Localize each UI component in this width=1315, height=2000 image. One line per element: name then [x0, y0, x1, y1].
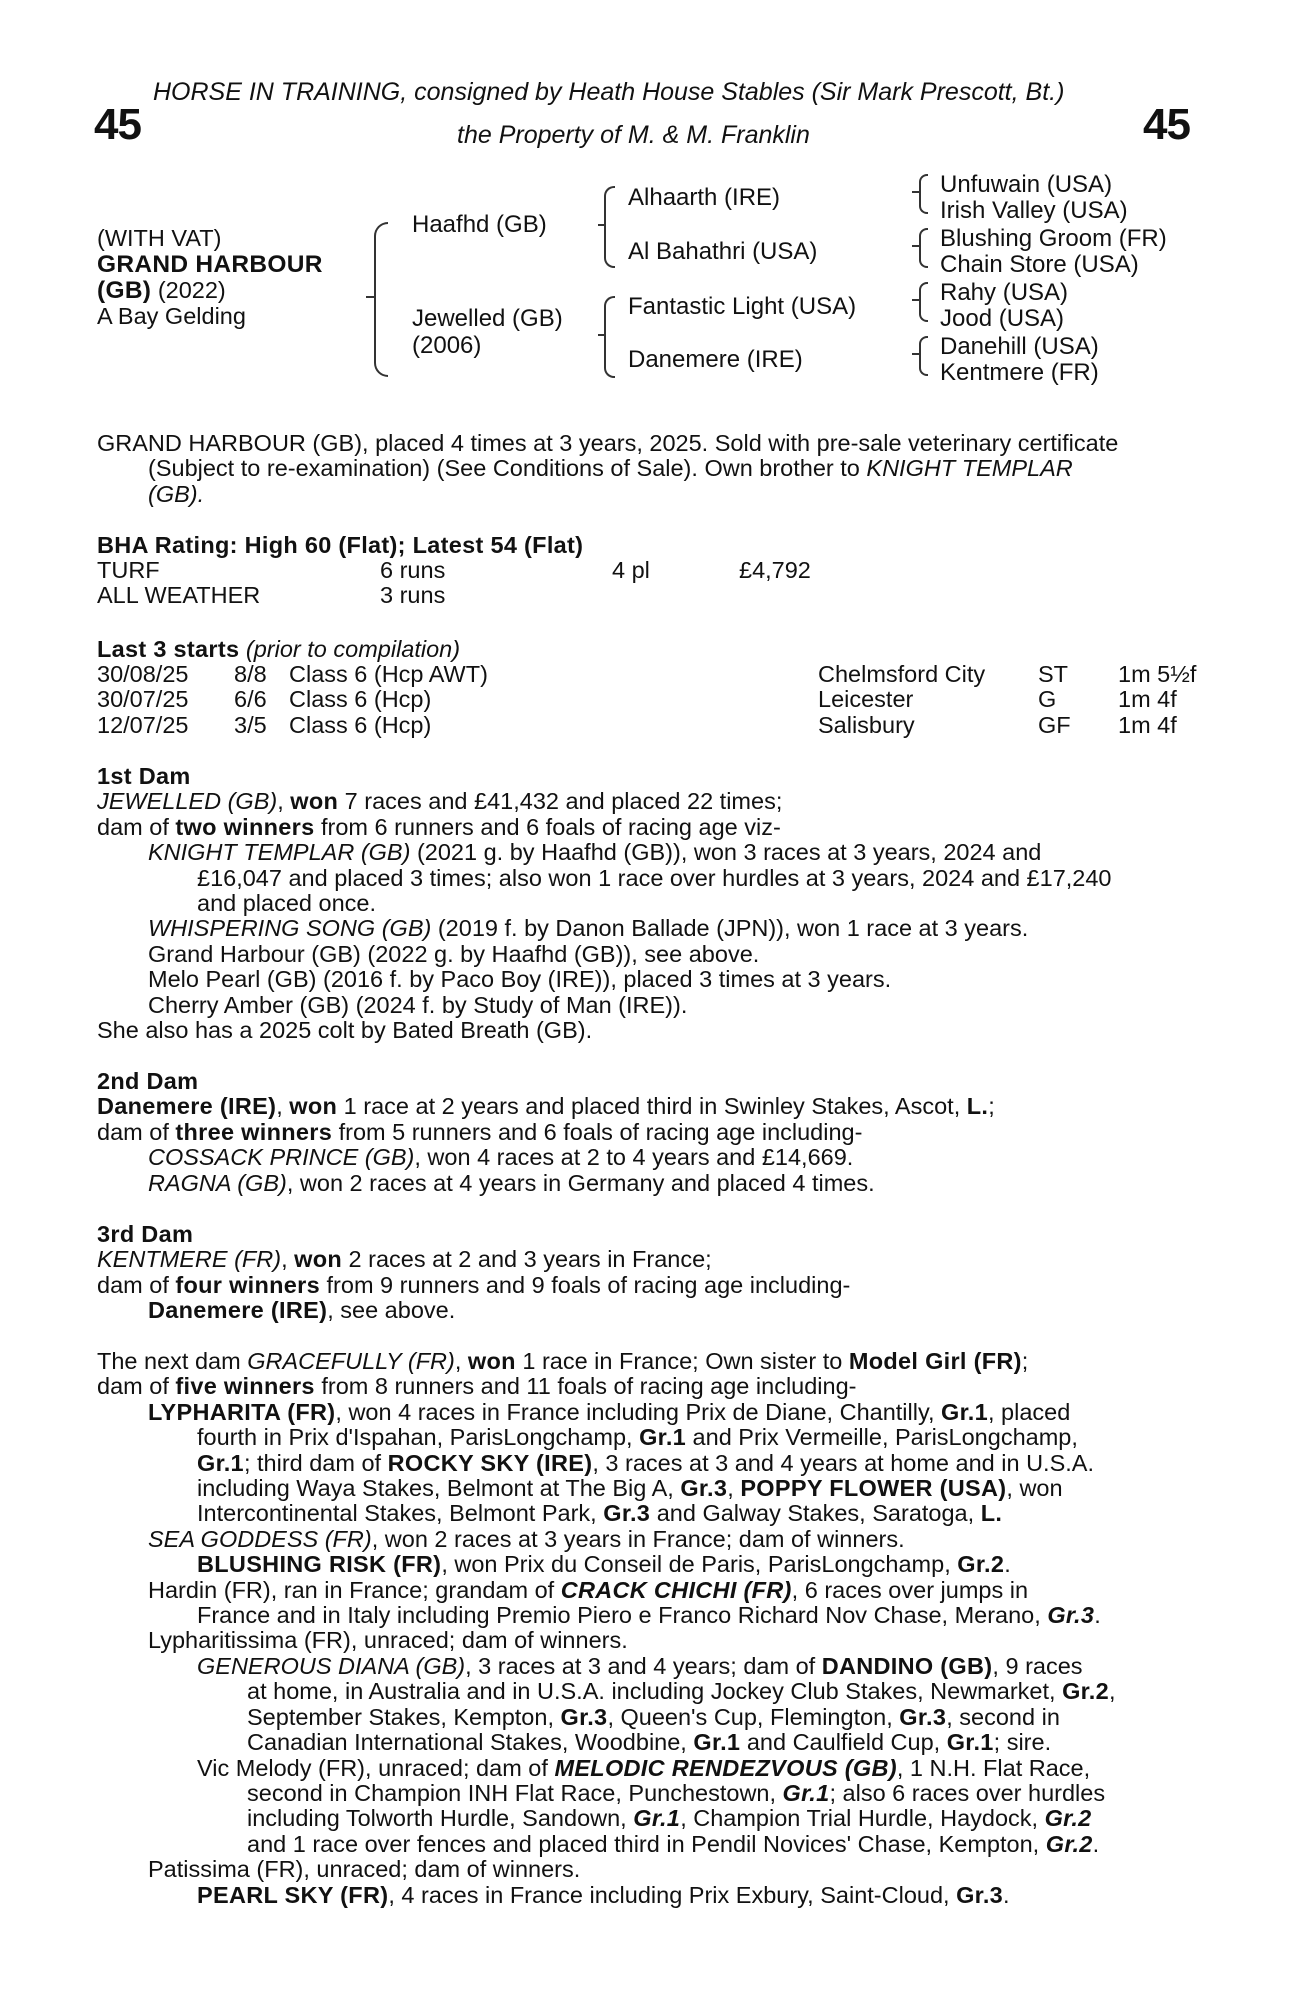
text: , Champion Trial Hurdle, Haydock,: [680, 1805, 1045, 1832]
produce-lypharita-2: [97, 1425, 1205, 1450]
text: Intercontinental Stakes, Belmont Park,: [197, 1500, 604, 1527]
rating-prize: £4,792: [739, 557, 811, 583]
text: .: [1092, 1830, 1100, 1857]
text: .: [1094, 1602, 1101, 1629]
pedigree-dds: Danehill (USA): [940, 333, 1099, 360]
text: dam of: [97, 813, 176, 840]
text: , 3 races at 3 and 4 years; dam of: [465, 1652, 822, 1679]
next-dam-line-2: [97, 1374, 1205, 1399]
text: France and in Italy including Premio Piero e Franco Richard Nov Chase, Merano,: [197, 1602, 1048, 1629]
text: ; sire.: [993, 1729, 1052, 1756]
start-course: Salisbury: [818, 711, 915, 738]
start-race: Class 6 (Hcp): [289, 686, 432, 713]
lot-number-left: 45: [94, 100, 141, 149]
summary-line-3: (GB).: [148, 480, 205, 507]
text: from 8 runners and 11 foals of racing age including-: [314, 1373, 857, 1400]
produce-blushing-risk: [97, 1552, 1205, 1577]
produce-melo-pearl: Melo Pearl (GB) (2016 f. by Paco Boy (IRE)), placed 3 times at 3 years.: [148, 966, 892, 993]
grade: Gr.3: [560, 1703, 608, 1730]
text: ;: [1021, 1348, 1029, 1374]
grade: Gr.1: [693, 1729, 741, 1756]
start-row: [97, 713, 1217, 738]
horse-origin-year: [97, 278, 226, 303]
produce-generous-diana-4: [97, 1730, 1205, 1755]
start-course: Leicester: [818, 686, 914, 713]
produce-whispering-song: [97, 916, 1205, 941]
text: ;: [988, 1093, 995, 1120]
produce-generous-diana: [97, 1654, 1205, 1679]
summary-paragraph: [97, 431, 1205, 507]
summary-line-2-text: (Subject to re-examination) (See Conditions of Sale). Own brother to: [148, 455, 867, 482]
pedigree-brace-ds: [919, 282, 928, 322]
second-dam-line-1: [97, 1094, 1205, 1119]
dam-name: Danemere (IRE): [97, 1093, 277, 1120]
vat-note: (WITH VAT): [97, 225, 222, 251]
text: dam of: [97, 1118, 176, 1145]
produce-lypharita: [97, 1400, 1205, 1425]
next-dam-section: [97, 1349, 1205, 1908]
rating-row-turf: [97, 558, 997, 583]
text: , placed: [987, 1398, 1071, 1425]
sep: ,: [277, 788, 291, 815]
horse-country: (GB): [97, 277, 152, 304]
grade: Gr.1: [941, 1398, 988, 1425]
produce-generous-diana-2: [97, 1679, 1205, 1704]
text: including Tolworth Hurdle, Sandown,: [247, 1805, 634, 1832]
produce-generous-diana-3: [97, 1705, 1205, 1730]
rating-surface: TURF: [97, 557, 160, 583]
grade: Gr.2: [1062, 1678, 1109, 1705]
text: including Waya Stakes, Belmont at The Big A,: [197, 1475, 681, 1502]
produce-name: Danemere (IRE): [148, 1297, 328, 1324]
text: 7 races and £41,432 and placed 22 times;: [338, 788, 783, 815]
pedigree-sds: Blushing Groom (FR): [940, 225, 1167, 252]
dam-name: KENTMERE (FR): [97, 1246, 282, 1273]
horse-name: GRAND HARBOUR: [97, 251, 323, 278]
lot-number-right: 45: [1143, 100, 1190, 149]
grade: Gr.1: [197, 1449, 244, 1476]
produce-name: BLUSHING RISK (FR): [197, 1551, 442, 1578]
text: (2019 f. by Danon Ballade (JPN)), won 1 race at 3 years.: [431, 915, 1029, 942]
grade: Gr.1: [946, 1729, 994, 1756]
produce-name: COSSACK PRINCE (GB): [148, 1144, 415, 1171]
produce-name: WHISPERING SONG (GB): [148, 915, 432, 942]
text: , see above.: [327, 1297, 456, 1324]
horse-year: (2022): [157, 277, 226, 303]
produce-ragna: [97, 1171, 1205, 1196]
produce-cossack-prince: [97, 1145, 1205, 1170]
text: ,: [727, 1475, 741, 1502]
grade: Gr.2: [1045, 1830, 1093, 1857]
text: , 3 races at 3 and 4 years at home and in U.S.A.: [592, 1449, 1094, 1476]
start-distance: 1m 4f: [1118, 711, 1177, 738]
pedigree-brace-ds-point: [912, 299, 919, 301]
start-race: Class 6 (Hcp): [289, 711, 432, 738]
grade: Gr.3: [956, 1881, 1004, 1908]
start-position: 3/5: [234, 711, 267, 738]
grade: Gr.3: [680, 1475, 728, 1502]
text: , 6 races over jumps in: [791, 1576, 1029, 1603]
rating-row-aw: [97, 583, 997, 608]
third-dam-section: [97, 1222, 1205, 1324]
text: from 5 runners and 6 foals of racing age including-: [332, 1118, 863, 1145]
third-dam-heading: 3rd Dam: [97, 1221, 194, 1247]
last-starts-heading: [97, 637, 460, 662]
pedigree-brace-dd-point: [912, 353, 919, 355]
start-course: Chelmsford City: [818, 661, 986, 687]
produce-lypharita-4: [97, 1476, 1205, 1501]
start-row: [97, 662, 1217, 687]
first-dam-line-2: [97, 815, 1205, 840]
produce-grand-harbour: Grand Harbour (GB) (2022 g. by Haafhd (GB)), see above.: [148, 940, 760, 967]
produce-knight-templar-cont2: and placed once.: [197, 890, 377, 917]
text: , won 4 races at 2 to 4 years and £14,669.: [414, 1144, 854, 1171]
start-distance: 1m 4f: [1118, 686, 1177, 713]
produce-knight-templar-cont: £16,047 and placed 3 times; also won 1 race over hurdles at 3 years, 2024 and £17,240: [197, 864, 1112, 891]
last-starts-label: Last 3 starts: [97, 636, 240, 662]
pedigree-brace-sd: [919, 228, 928, 268]
produce-name: MELODIC RENDEZVOUS (GB): [554, 1754, 897, 1781]
won-label: won: [290, 788, 339, 815]
pedigree-ddd: Kentmere (FR): [940, 359, 1099, 386]
produce-2025-colt: She also has a 2025 colt by Bated Breath (GB).: [97, 1017, 593, 1044]
winners-label: two winners: [175, 813, 315, 840]
produce-name: PEARL SKY (FR): [197, 1881, 389, 1908]
text: 1 race in France; Own sister to: [515, 1348, 849, 1374]
pedigree-dsd: Jood (USA): [940, 305, 1065, 332]
rating-runs: 6 runs: [380, 557, 446, 583]
pedigree-dam-sire: Fantastic Light (USA): [628, 293, 857, 320]
won-label: won: [289, 1093, 338, 1120]
text: September Stakes, Kempton,: [247, 1703, 561, 1730]
first-dam-line-1: [97, 789, 1205, 814]
produce-name: RAGNA (GB): [148, 1169, 287, 1196]
summary-line-2: [97, 456, 1205, 481]
produce-danemere: [97, 1298, 1205, 1323]
produce-vic-melody-4: [97, 1832, 1205, 1857]
produce-name: GENEROUS DIANA (GB): [197, 1652, 466, 1679]
second-dam-section: [97, 1069, 1205, 1196]
rating-table: [97, 558, 997, 609]
text: ; also 6 races over hurdles: [829, 1779, 1106, 1806]
grade: Gr.1: [639, 1424, 687, 1451]
produce-lypharitissima: Lypharitissima (FR), unraced; dam of winners.: [148, 1627, 628, 1654]
produce-hardin: [97, 1578, 1205, 1603]
winners-label: five winners: [175, 1373, 315, 1400]
first-dam-section: [97, 764, 1205, 1043]
header-property: the Property of M. & M. Franklin: [457, 121, 810, 149]
text: (2021 g. by Haafhd (GB)), won 3 races at 3 years, 2024 and: [410, 839, 1042, 866]
text: Hardin (FR), ran in France; grandam of: [148, 1576, 561, 1603]
start-date: 30/07/25: [97, 686, 189, 713]
grade: Gr.1: [782, 1779, 830, 1806]
header-consignor: HORSE IN TRAINING, consigned by Heath House Stables (Sir Mark Prescott, Bt.): [153, 78, 1065, 106]
text: , won: [1006, 1475, 1063, 1502]
pedigree-brace-main: [374, 222, 388, 377]
produce-hardin-2: [97, 1603, 1205, 1628]
rating-runs: 3 runs: [380, 582, 446, 609]
start-going: ST: [1038, 661, 1069, 687]
text: , won 2 races at 3 years in France; dam of winners.: [371, 1525, 905, 1552]
text: 1 race at 2 years and placed third in Swinley Stakes, Ascot,: [337, 1093, 967, 1120]
produce-lypharita-5: [97, 1501, 1205, 1526]
rating-surface: ALL WEATHER: [97, 582, 261, 609]
produce-lypharita-3: [97, 1451, 1205, 1476]
pedigree-brace-dd: [919, 336, 928, 376]
won-label: won: [294, 1246, 343, 1273]
pedigree-ssd: Irish Valley (USA): [940, 197, 1128, 224]
start-date: 30/08/25: [97, 661, 189, 687]
pedigree-brace-dam: [604, 296, 615, 378]
pedigree-brace-dam-point: [598, 334, 606, 336]
winners-label: three winners: [175, 1118, 333, 1145]
start-race: Class 6 (Hcp AWT): [289, 661, 488, 687]
start-going: G: [1038, 686, 1057, 713]
produce-name: CRACK CHICHI (FR): [560, 1576, 792, 1603]
text: 2 races at 2 and 3 years in France;: [342, 1246, 712, 1273]
start-date: 12/07/25: [97, 711, 189, 738]
third-dam-line-1: [97, 1247, 1205, 1272]
rating-placed: 4 pl: [612, 557, 650, 583]
text: and 1 race over fences and placed third in Pendil Novices' Chase, Kempton,: [247, 1830, 1046, 1857]
text: and Caulfield Cup,: [740, 1729, 947, 1756]
pedigree-sss: Unfuwain (USA): [940, 171, 1113, 198]
dam-name: GRACEFULLY (FR): [247, 1348, 455, 1374]
produce-name: DANDINO (GB): [821, 1652, 993, 1679]
produce-knight-templar: [97, 840, 1205, 865]
sep: ,: [276, 1093, 290, 1120]
horse-description: A Bay Gelding: [97, 303, 246, 329]
text: fourth in Prix d'Ispahan, ParisLongchamp,: [197, 1424, 640, 1451]
start-row: [97, 687, 1217, 712]
start-distance: 1m 5½f: [1118, 661, 1197, 687]
grade: Gr.1: [633, 1805, 681, 1832]
sep: ,: [454, 1348, 468, 1374]
pedigree-brace-ss: [919, 174, 928, 214]
text: dam of: [97, 1373, 176, 1400]
grade: L.: [966, 1093, 989, 1120]
grade: Gr.2: [957, 1551, 1005, 1578]
text: , won Prix du Conseil de Paris, ParisLongchamp,: [441, 1551, 958, 1578]
text: Vic Melody (FR), unraced; dam of: [197, 1754, 555, 1781]
produce-vic-melody-3: [97, 1806, 1205, 1831]
pedigree-brace-sd-point: [912, 245, 919, 247]
pedigree-dam-year: (2006): [412, 332, 482, 359]
produce-name: KNIGHT TEMPLAR (GB): [148, 839, 411, 866]
pedigree-sire: Haafhd (GB): [412, 211, 547, 238]
text: at home, in Australia and in U.S.A. including Jockey Club Stakes, Newmarket,: [247, 1678, 1063, 1705]
third-dam-line-2: [97, 1273, 1205, 1298]
text: from 6 runners and 6 foals of racing age viz-: [314, 813, 781, 840]
pedigree-dam-dam: Danemere (IRE): [628, 346, 803, 373]
produce-vic-melody: [97, 1756, 1205, 1781]
grade: Gr.3: [603, 1500, 651, 1527]
start-position: 6/6: [234, 686, 267, 713]
pedigree-brace-main-point: [366, 296, 374, 298]
text: , won 4 races in France including Prix de Diane, Chantilly,: [335, 1398, 942, 1425]
pedigree-sire-sire: Alhaarth (IRE): [628, 184, 781, 211]
pedigree-sire-dam: Al Bahathri (USA): [628, 238, 818, 265]
summary-brother-name: KNIGHT TEMPLAR: [866, 455, 1073, 482]
last-starts-note: (prior to compilation): [245, 636, 461, 662]
second-dam-line-2: [97, 1120, 1205, 1145]
produce-sea-goddess: [97, 1527, 1205, 1552]
text: .: [1004, 1551, 1011, 1578]
produce-patissima: Patissima (FR), unraced; dam of winners.: [148, 1856, 581, 1883]
pedigree-dam: Jewelled (GB): [412, 305, 563, 332]
text: from 9 runners and 9 foals of racing age including-: [320, 1271, 851, 1298]
first-dam-heading: 1st Dam: [97, 763, 191, 789]
second-dam-heading: 2nd Dam: [97, 1068, 199, 1094]
bha-rating: BHA Rating: High 60 (Flat); Latest 54 (Flat): [97, 532, 584, 558]
text: , 4 races in France including Prix Exbury, Saint-Cloud,: [388, 1881, 957, 1908]
grade: Gr.2: [1044, 1805, 1092, 1832]
text: , Queen's Cup, Flemington,: [607, 1703, 900, 1730]
pedigree-brace-ss-point: [912, 191, 919, 193]
text: The next dam: [97, 1348, 248, 1374]
text: , won 2 races at 4 years in Germany and placed 4 times.: [286, 1169, 875, 1196]
produce-vic-melody-2: [97, 1781, 1205, 1806]
pedigree-dss: Rahy (USA): [940, 279, 1069, 306]
sister-name: Model Girl (FR): [848, 1348, 1022, 1374]
produce-name: SEA GODDESS (FR): [148, 1525, 372, 1552]
text: ; third dam of: [243, 1449, 388, 1476]
grade: Gr.3: [899, 1703, 947, 1730]
pedigree-sdd: Chain Store (USA): [940, 251, 1139, 278]
text: , 1 N.H. Flat Race,: [896, 1754, 1091, 1781]
text: second in Champion INH Flat Race, Punchestown,: [247, 1779, 783, 1806]
starts-table: [97, 662, 1217, 738]
dam-name: JEWELLED (GB): [97, 788, 278, 815]
text: .: [1003, 1881, 1010, 1908]
produce-cherry-amber: Cherry Amber (GB) (2024 f. by Study of Man (IRE)).: [148, 991, 688, 1018]
pedigree-brace-sire-point: [598, 224, 606, 226]
won-label: won: [467, 1348, 516, 1374]
text: and Prix Vermeille, ParisLongchamp,: [686, 1424, 1078, 1451]
start-going: GF: [1038, 711, 1071, 738]
start-position: 8/8: [234, 661, 267, 687]
text: and Galway Stakes, Saratoga,: [650, 1500, 981, 1527]
text: , second in: [946, 1703, 1060, 1730]
pedigree-brace-sire: [604, 186, 615, 268]
grade: Gr.3: [1047, 1602, 1095, 1629]
produce-pearl-sky: [97, 1883, 1205, 1908]
produce-name: POPPY FLOWER (USA): [740, 1475, 1007, 1502]
text: Canadian International Stakes, Woodbine,: [247, 1729, 694, 1756]
text: ,: [1109, 1678, 1116, 1705]
text: , 9 races: [992, 1652, 1083, 1679]
next-dam-line-1: [97, 1349, 1205, 1374]
produce-name: LYPHARITA (FR): [148, 1398, 336, 1425]
text: dam of: [97, 1271, 176, 1298]
produce-name: ROCKY SKY (IRE): [387, 1449, 593, 1476]
grade: L.: [980, 1500, 1003, 1527]
winners-label: four winners: [175, 1271, 320, 1298]
sep: ,: [281, 1246, 295, 1273]
summary-line-1: GRAND HARBOUR (GB), placed 4 times at 3 years, 2025. Sold with pre-sale veterinary certificate: [97, 430, 1119, 456]
